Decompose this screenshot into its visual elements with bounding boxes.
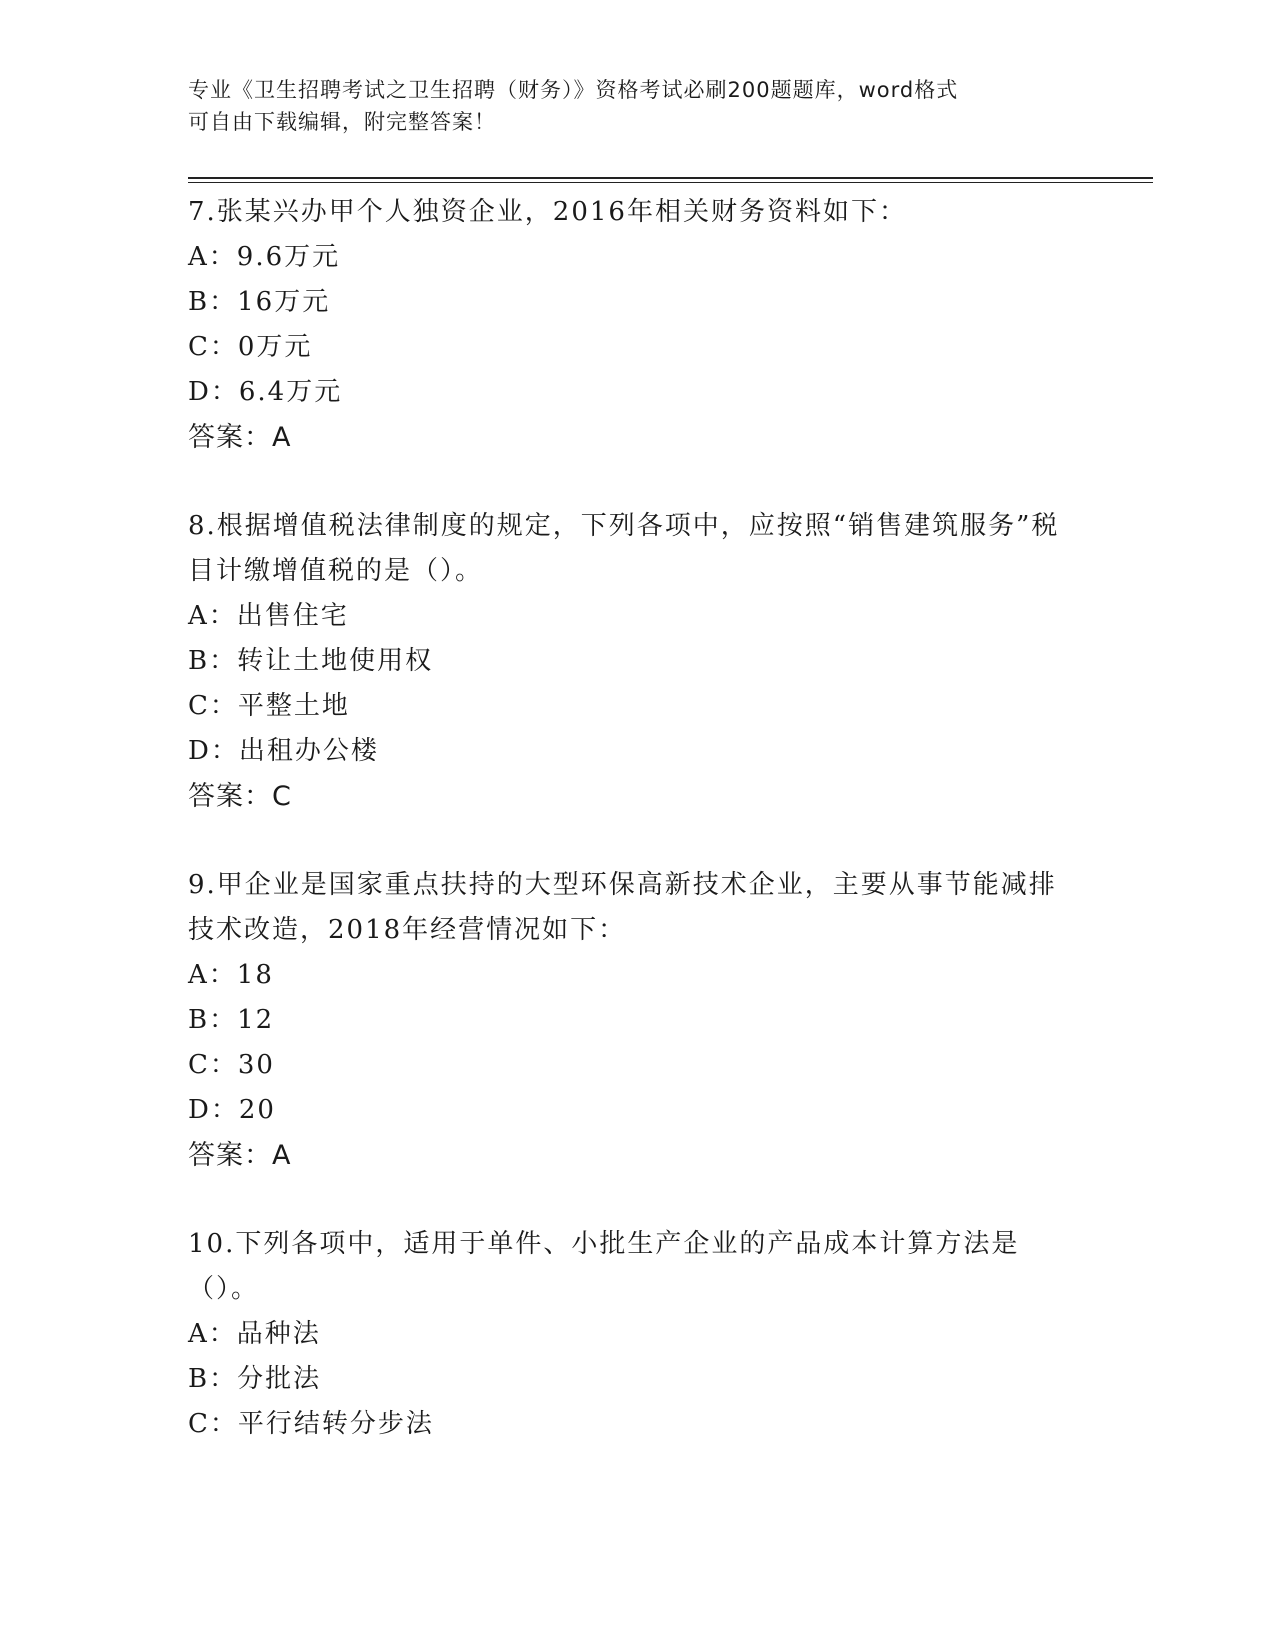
option-c: C：30 xyxy=(188,1050,275,1080)
question-list xyxy=(188,190,1068,1491)
option-c: C：平整土地 xyxy=(188,691,350,721)
option-c: C：平行结转分步法 xyxy=(188,1409,434,1439)
header-line-1: 专业《卫生招聘考试之卫生招聘（财务）》资格考试必刷200题题库，word格式 xyxy=(188,78,959,102)
question-text: 10.下列各项中，适用于单件、小批生产企业的产品成本计算方法是（）。 xyxy=(188,1229,1020,1304)
header-divider xyxy=(188,177,1153,179)
option-d: D：出租办公楼 xyxy=(188,736,379,766)
answer-label: 答案：A xyxy=(188,422,292,453)
option-b: B：分批法 xyxy=(188,1364,322,1394)
option-b: B：转让土地使用权 xyxy=(188,646,434,676)
document-header xyxy=(188,74,1068,138)
answer-label: 答案：A xyxy=(188,1140,292,1171)
question-text: 8.根据增值税法律制度的规定，下列各项中，应按照“销售建筑服务”税目计缴增值税的是（）。 xyxy=(188,511,1060,586)
question-10 xyxy=(188,1222,1068,1447)
option-d: D：6.4万元 xyxy=(188,377,343,407)
question-7 xyxy=(188,190,1068,460)
question-9 xyxy=(188,863,1068,1178)
option-c: C：0万元 xyxy=(188,332,313,362)
option-b: B：16万元 xyxy=(188,287,331,317)
option-d: D：20 xyxy=(188,1095,276,1125)
option-a: A：9.6万元 xyxy=(188,242,341,272)
header-divider-thin xyxy=(188,182,1153,183)
option-a: A：18 xyxy=(188,960,274,990)
question-text: 7.张某兴办甲个人独资企业，2016年相关财务资料如下： xyxy=(188,197,907,227)
option-b: B：12 xyxy=(188,1005,275,1035)
option-a: A：出售住宅 xyxy=(188,601,349,631)
question-text: 9.甲企业是国家重点扶持的大型环保高新技术企业，主要从事节能减排技术改造，2018年经营情况如下： xyxy=(188,870,1057,945)
header-line-2: 可自由下载编辑，附完整答案！ xyxy=(188,110,496,134)
question-8 xyxy=(188,504,1068,819)
answer-label: 答案：C xyxy=(188,781,292,812)
option-a: A：品种法 xyxy=(188,1319,321,1349)
